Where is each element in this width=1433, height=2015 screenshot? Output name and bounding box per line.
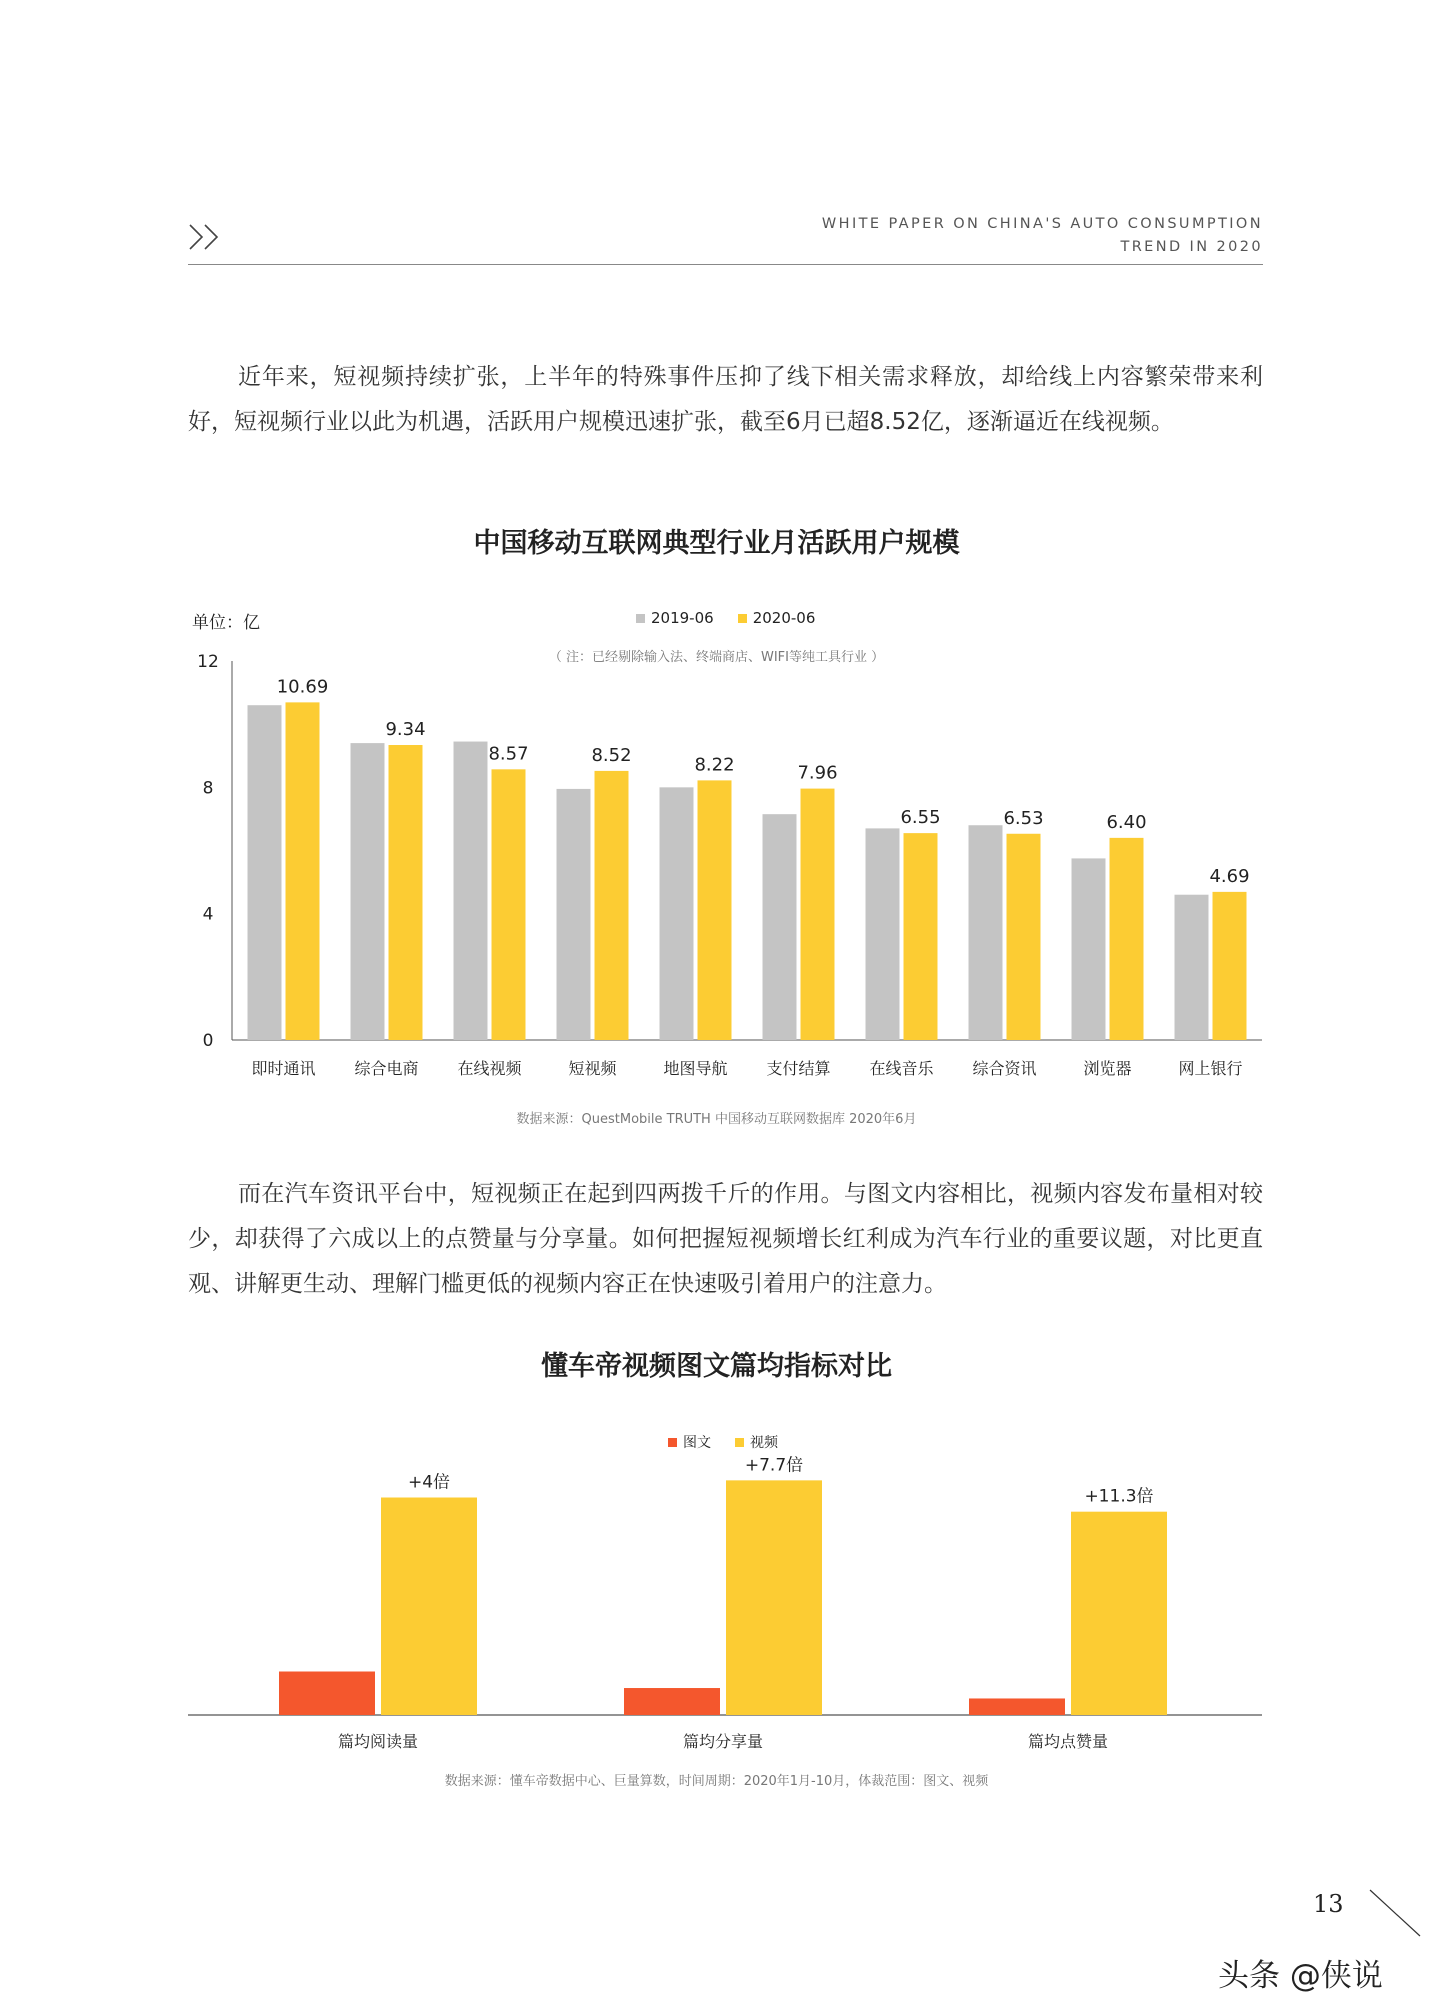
chart1-title: 中国移动互联网典型行业月活跃用户规模 (473, 528, 960, 559)
chart1-data-label: 7.96 (797, 762, 838, 784)
page-number: 13 (1313, 1890, 1344, 1918)
running-header-line1: WHITE PAPER ON CHINA'S AUTO CONSUMPTION (821, 216, 1263, 232)
paragraph-1: 近年来，短视频持续扩张，上半年的特殊事件压抑了线下相关需求释放，却给线上内容繁荣带来利好，短视频行业以此为机遇，活跃用户规模迅速扩张，截至6月已超8.52亿，逐渐逼近在线视频。 (188, 364, 1263, 435)
chart1-note: （ 注：已经剔除输入法、终端商店、WIFI等纯工具行业 ） (548, 650, 885, 665)
chart1-data-label: 4.69 (1209, 865, 1250, 887)
chart1-category-label: 综合资讯 (972, 1059, 1037, 1078)
chart1-data-label: 10.69 (276, 676, 329, 698)
chart1-category-label: 浏览器 (1083, 1059, 1132, 1078)
chart1-data-label: 6.53 (1003, 807, 1044, 829)
chart1-data-label: 6.40 (1106, 811, 1147, 833)
chart1-category-label: 网上银行 (1178, 1059, 1243, 1078)
chart2-category-label: 篇均点赞量 (1027, 1732, 1109, 1751)
chart2-bar-video (381, 1498, 477, 1716)
chart2-legend-label-image-text: 图文 (683, 1435, 711, 1451)
paragraph-2: 而在汽车资讯平台中，短视频正在起到四两拨千斤的作用。与图文内容相比，视频内容发布量相对较少，却获得了六成以上的点赞量与分享量。如何把握短视频增长红利成为汽车行业的重要议题，对比更直观、讲解更生动、理解门槛更低的视频内容正在快速吸引着用户的注意力。 (188, 1181, 1263, 1297)
chart1-y-tick-label: 8 (202, 778, 214, 799)
chart1-data-label: 8.57 (488, 743, 529, 765)
chart1-category-label: 在线音乐 (869, 1059, 934, 1078)
chart1-legend-label-2020: 2020-06 (752, 609, 816, 627)
chart1-category-label: 短视频 (568, 1059, 617, 1078)
running-header-line2: TREND IN 2020 (1120, 239, 1263, 255)
chart2-category-label: 篇均分享量 (682, 1732, 764, 1751)
chart1-unit-label: 单位：亿 (192, 613, 260, 633)
chart2-bar-video (726, 1480, 822, 1715)
chart2-category-label: 篇均阅读量 (337, 1732, 419, 1751)
chart1-y-tick-label: 12 (197, 652, 219, 672)
chart2-data-label: +7.7倍 (744, 1455, 804, 1476)
chart2-data-label: +4倍 (407, 1472, 451, 1493)
chart1-category-label: 支付结算 (766, 1059, 831, 1078)
chart1-category-label: 即时通讯 (251, 1059, 316, 1078)
chart1-data-label: 8.52 (591, 744, 632, 766)
chart1-data-label: 6.55 (900, 807, 941, 829)
chart1-y-tick-label: 4 (202, 904, 214, 925)
chart1-data-label: 9.34 (385, 719, 426, 741)
chart2-bar-image-text (624, 1688, 720, 1715)
chart1-category-label: 在线视频 (457, 1059, 522, 1078)
chart1-category-label: 综合电商 (354, 1059, 419, 1078)
chart2-title: 懂车帝视频图文篇均指标对比 (541, 1351, 892, 1382)
chart2-bar-image-text (279, 1672, 375, 1716)
chart2-bar-video (1071, 1512, 1167, 1715)
chart2-source: 数据来源：懂车帝数据中心、巨量算数，时间周期：2020年1月-10月，体裁范围：图文、视频 (444, 1774, 989, 1789)
chart1-source: 数据来源：QuestMobile TRUTH 中国移动互联网数据库 2020年6月 (516, 1112, 917, 1127)
chart1-data-label: 8.22 (694, 754, 735, 776)
watermark: 头条 @侠说 (1218, 1958, 1383, 1994)
chart2-data-label: +11.3倍 (1084, 1486, 1154, 1507)
chart1-y-tick-label: 0 (202, 1031, 214, 1051)
chart1-legend-label-2019: 2019-06 (651, 609, 714, 627)
corner-slash-decoration (1368, 1888, 1424, 1940)
chart1-category-label: 地图导航 (663, 1059, 728, 1078)
chart2-bar-image-text (969, 1698, 1065, 1715)
chart2-legend-label-video: 视频 (750, 1435, 778, 1451)
